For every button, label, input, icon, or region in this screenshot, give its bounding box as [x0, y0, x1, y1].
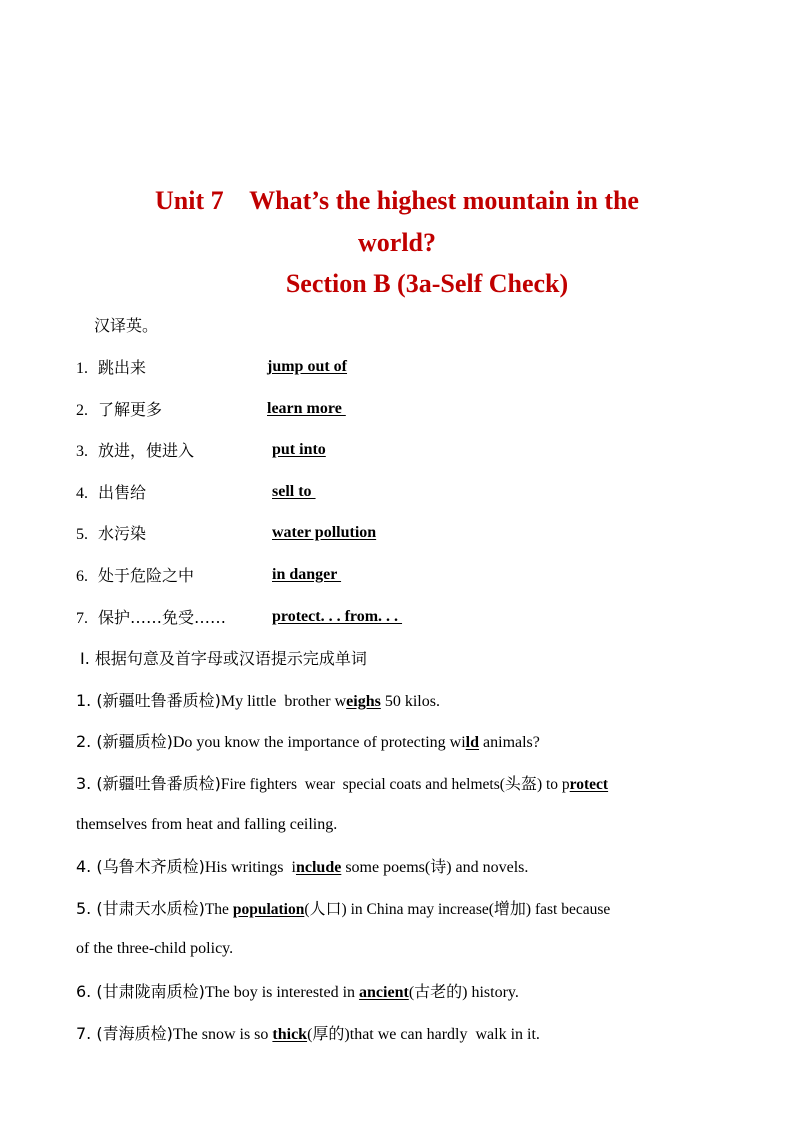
sentence-hint: 古老的: [414, 982, 463, 1001]
sentence-source: 1. (新疆吐鲁番质检): [76, 691, 221, 710]
item-chinese: 跳出来: [98, 358, 147, 377]
vocab-answer-6: in danger: [272, 566, 342, 583]
sentence-answer: rotect: [569, 776, 609, 793]
sentence-hint: 厚的: [312, 1024, 345, 1043]
item-chinese: 水污染: [98, 524, 147, 543]
sentence-source: 6. (甘肃陇南质检): [76, 982, 205, 1001]
item-number: 6.: [76, 568, 88, 585]
sentence-text: animals?: [479, 734, 540, 751]
sentence-answer: thick: [272, 1026, 308, 1043]
sentence-source: 3. (新疆吐鲁番质检): [76, 774, 221, 793]
sentence-answer: ancient: [359, 984, 409, 1001]
sentence-source: 2. (新疆质检): [76, 732, 173, 751]
vocab-item-1: [76, 358, 146, 379]
sentence-hint: 头盔: [504, 774, 537, 793]
sentence-answer: eighs: [346, 693, 381, 710]
part0-heading: 汉译英。: [94, 316, 159, 335]
sentence-5-line2: of the three-child policy.: [76, 940, 234, 957]
sentence-text: Do you know the importance of protecting wi: [172, 734, 466, 751]
vocab-answer-5: water pollution: [272, 524, 377, 541]
item-number: 7.: [76, 610, 88, 627]
sentence-text: )that we can hardly walk in it.: [344, 1026, 540, 1043]
sentence-3-line2: themselves from heat and falling ceiling.: [76, 816, 338, 833]
sentence-hint: 诗: [430, 857, 447, 876]
sentence-text: The boy is interested in: [204, 984, 360, 1001]
sentence-text: ) to p: [536, 776, 570, 793]
vocab-item-5: [76, 524, 146, 545]
vocab-answer-7: protect. . . from. . .: [272, 608, 403, 625]
sentence-source: 5. (甘肃天水质检): [76, 899, 205, 918]
item-chinese: 出售给: [98, 483, 147, 502]
sentence-text: (: [304, 901, 310, 918]
sentence-2: [76, 732, 540, 753]
vocab-item-2: [76, 400, 162, 421]
item-number: 4.: [76, 485, 88, 502]
sentence-text: Fire fighters wear special coats and helmets(: [220, 776, 505, 793]
sentence-text: ) in China may increase(: [341, 901, 494, 918]
part1-heading: Ⅰ. 根据句意及首字母或汉语提示完成单词: [80, 649, 367, 668]
vocab-answer-1: jump out of: [267, 358, 348, 375]
item-chinese: 处于危险之中: [98, 566, 195, 585]
vocab-answer-4: sell to: [272, 483, 316, 500]
vocab-answer-3: put into: [272, 441, 326, 458]
sentence-5: [76, 899, 610, 920]
sentence-6: [76, 982, 519, 1003]
sentence-text: 50 kilos.: [380, 693, 440, 710]
sentence-source: 7. (青海质检): [76, 1024, 173, 1043]
item-number: 2.: [76, 402, 88, 419]
vocab-answer-2: learn more: [267, 400, 346, 417]
sentence-text: ) fast because: [525, 901, 611, 918]
sentence-answer: nclude: [295, 859, 342, 876]
item-number: 5.: [76, 526, 88, 543]
sentence-text: ) and novels.: [446, 859, 529, 876]
vocab-item-7: [76, 608, 226, 629]
section-subtitle: Section B (3a-Self Check): [285, 269, 569, 298]
sentence-1: [76, 691, 440, 712]
item-number: 3.: [76, 443, 88, 460]
item-chinese: 了解更多: [98, 400, 163, 419]
page-title-line2: world?: [358, 228, 436, 257]
sentence-text: The: [204, 901, 233, 918]
vocab-item-6: [76, 566, 194, 587]
sentence-hint: 增加: [493, 899, 526, 918]
item-chinese: 放进，使进入: [98, 441, 195, 460]
sentence-answer: population: [232, 901, 305, 918]
sentence-answer: ld: [465, 734, 480, 751]
sentence-text: (: [307, 1026, 313, 1043]
item-number: 1.: [76, 360, 88, 377]
page-title-line1: Unit 7 What’s the highest mountain in the: [155, 186, 639, 215]
item-chinese: 保护……免受……: [98, 608, 227, 627]
sentence-text: ) history.: [462, 984, 519, 1001]
sentence-4: [76, 857, 528, 878]
vocab-item-4: [76, 483, 146, 504]
sentence-text: The snow is so: [172, 1026, 273, 1043]
sentence-source: 4. (乌鲁木齐质检): [76, 857, 205, 876]
sentence-text: some poems(: [341, 859, 431, 876]
sentence-hint: 人口: [309, 899, 342, 918]
vocab-item-3: [76, 441, 194, 462]
sentence-text: His writings i: [204, 859, 296, 876]
sentence-3: [76, 774, 608, 795]
sentence-7: [76, 1024, 540, 1045]
sentence-text: (: [408, 984, 415, 1001]
sentence-text: My little brother w: [220, 693, 347, 710]
